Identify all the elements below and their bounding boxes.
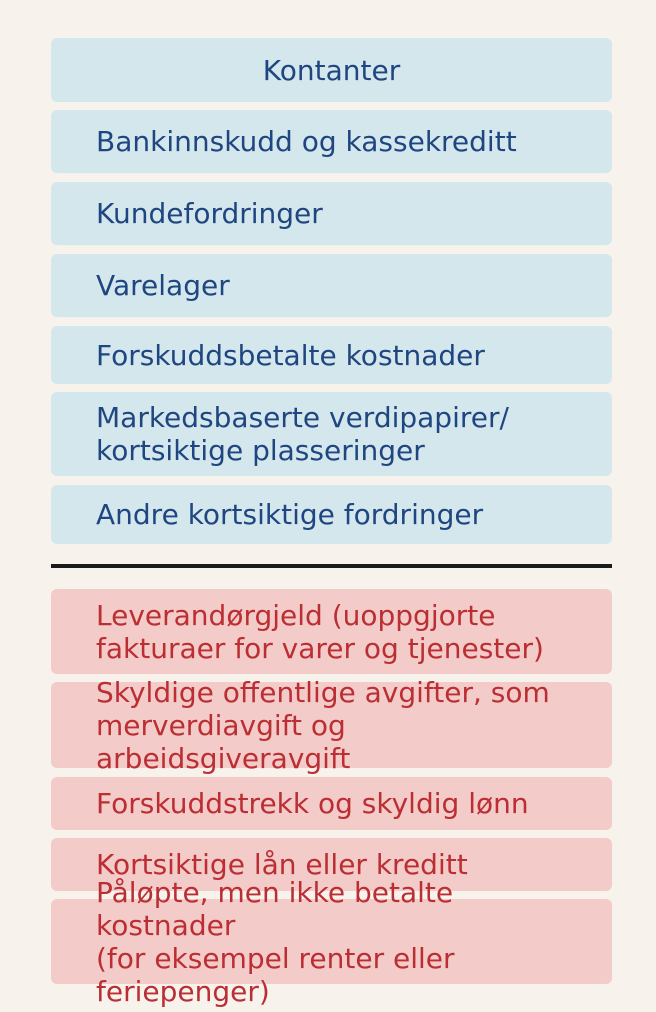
asset-box-inventory xyxy=(51,254,612,317)
asset-label: Varelager xyxy=(96,269,230,302)
asset-label: Bankinnskudd og kassekreditt xyxy=(96,125,517,158)
asset-box-bank-deposits xyxy=(51,110,612,173)
liability-label: Skyldige offentlige avgifter, som merverdiavgift og arbeidsgiveravgift xyxy=(96,675,550,775)
section-divider xyxy=(51,564,612,568)
liability-box-withholding-salary xyxy=(51,777,612,830)
asset-box-receivables xyxy=(51,182,612,245)
asset-label: Kundefordringer xyxy=(96,197,323,230)
liability-label: Påløpte, men ikke betalte kostnader (for eksempel renter eller feriepenger) xyxy=(96,875,455,1008)
asset-box-prepaid-expenses xyxy=(51,326,612,384)
asset-box-securities xyxy=(51,392,612,476)
liability-label: Forskuddstrekk og skyldig lønn xyxy=(96,787,529,820)
liability-label: Leverandørgjeld (uoppgjorte fakturaer for varer og tjenester) xyxy=(96,598,544,665)
asset-box-cash xyxy=(51,38,612,102)
asset-label: Forskuddsbetalte kostnader xyxy=(96,338,485,372)
asset-label: Kontanter xyxy=(262,53,401,87)
liability-label: Kortsiktige lån eller kreditt xyxy=(96,848,468,881)
liability-box-public-charges xyxy=(51,675,612,775)
asset-box-other-receivables xyxy=(51,485,612,544)
liability-box-accounts-payable xyxy=(51,589,612,674)
asset-label: Markedsbaserte verdipapirer/ kortsiktige plasseringer xyxy=(96,401,509,467)
liability-box-accrued-expenses xyxy=(51,875,612,1008)
asset-label: Andre kortsiktige fordringer xyxy=(96,498,484,531)
